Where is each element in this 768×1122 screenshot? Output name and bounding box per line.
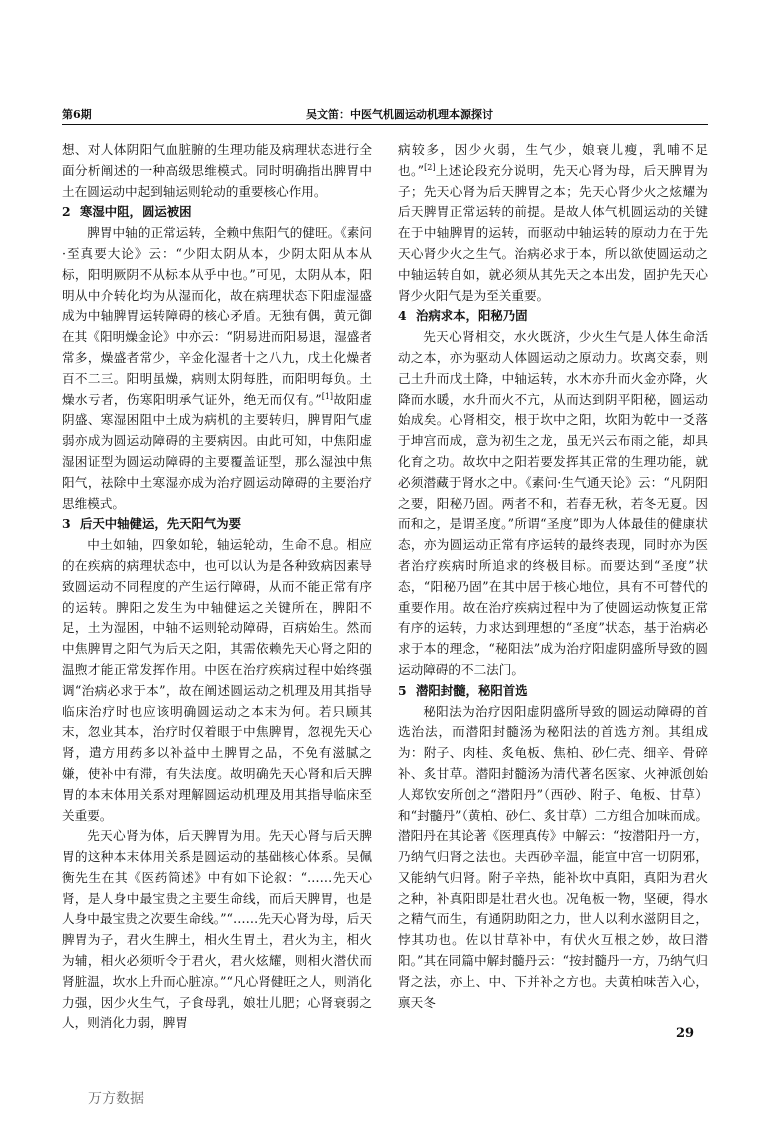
section-title: 后天中轴健运，先天阳气为要 <box>80 516 242 532</box>
section-number: 4 <box>398 308 407 324</box>
section-number: 2 <box>62 204 71 220</box>
section-heading <box>62 514 372 535</box>
left-column <box>62 140 372 1031</box>
header-rule <box>62 124 708 125</box>
body-paragraph: 先天心肾相交，水火既济，少火生气是人体生命活动之本，亦为驱动人体圆运动之原动力。坎离交泰，则己土升而戊土降，中轴运转，水木亦升而火金亦降，火降而水暖，水升而火不亢，从而达到阴平阳秘，圆运动始成矣。心肾相交，根于坎中之阳，坎阳为乾中一爻落于坤宫而成，意为初生之龙，虽无兴云布雨之能，却具化育之功。故坎中之阳若要发挥其正常的生理功能，就必须潜藏于肾水之中。《素问·生气通天论》云：“凡阴阳之要，阳秘乃固。两者不和，若春无秋，若冬无夏。因而和之，是谓圣度。”所谓“圣度”即为人体最佳的健康状态，亦为圆运动正常有序运转的最终表现，同时亦为医者治疗疾病时所追求的终极目标。而要达到“圣度”状态，“阳秘乃固”在其中居于核心地位，具有不可替代的重要作用。故在治疗疾病过程中为了使圆运动恢复正常有序的运转，力求达到理想的“圣度”状态，基于治病必求于本的理念，“秘阳法”成为治疗阳虚阴盛所导致的圆运动障碍的不二法门。 <box>398 329 708 677</box>
section-heading <box>398 306 708 327</box>
citation-marker: [1] <box>321 391 334 401</box>
body-paragraph: 脾胃中轴的正常运转，全赖中焦阳气的健旺。《素问·至真要大论》云：“少阳太阴从本，少阴太阳从本从标，阳明厥阴不从标本从乎中也。”可见，太阴从本，阳明从中介转化均为从湿而化，故在病理状态下阳虚湿盛成为中轴脾胃运转障碍的核心矛盾。无独有偶，黄元御在其《阳明燥金论》中亦云：“阴易进而阳易退，湿盛者常多，燥盛者常少，辛金化湿者十之八九，戊土化燥者百不二三。阳明虽燥，病则太阴每胜，而阳明每负。土燥水亏者，伤寒阳明承气证外，绝无而仅有。”[1]故阳虚阴盛、寒湿困阻中土成为病机的主要转归，脾胃阳气虚弱亦成为圆运动障碍的主要病因。由此可知，中焦阳虚湿困证型为圆运动障碍的主要覆盖证型，那么湿浊中焦阳气，祛除中土寒湿亦成为治疗圆运动障碍的主要治疗思维模式。 <box>62 225 372 511</box>
body-paragraph: 想、对人体阴阳气血脏腑的生理功能及病理状态进行全面分析阐述的一种高级思维模式。同时明确指出脾胃中土在圆运动中起到轴运则轮动的重要核心作用。 <box>62 142 372 199</box>
body-paragraph: 病较多，因少火弱，生气少，娘衰儿瘦，乳哺不足也。”[2]上述论段充分说明，先天心肾为母，后天脾胃为子；先天心肾为后天脾胃之本；先天心肾少火之炫耀为后天脾胃正常运转的前提。是故人体气机圆运动的关键在于中轴脾胃的运转，而驱动中轴运转的原动力在于先天心肾少火之生气。治病必求于本，所以欲使圆运动之中轴运转自如，就必须从其先天之本出发，固护先天心肾少火阳气是为至关重要。 <box>398 142 709 303</box>
section-title: 潜阳封髓，秘阳首选 <box>416 682 528 698</box>
running-header <box>62 104 708 122</box>
issue-number: 第6期 <box>62 108 92 121</box>
running-title: 吴文笛：中医气机圆运动机理本源探讨 <box>306 108 493 121</box>
page-number: 29 <box>676 1026 695 1041</box>
section-heading <box>398 681 708 702</box>
section-title: 治病求本，阳秘乃固 <box>416 308 528 324</box>
right-column <box>398 140 708 1022</box>
section-title: 寒湿中阻，圆运被困 <box>80 204 192 220</box>
section-heading <box>62 202 372 223</box>
section-number: 3 <box>62 516 71 532</box>
citation-marker: [2] <box>424 162 436 172</box>
wanfang-watermark: 万方数据 <box>88 1091 144 1107</box>
section-number: 5 <box>398 682 407 698</box>
body-paragraph: 先天心肾为体，后天脾胃为用。先天心肾与后天脾胃的这种本末体用关系是圆运动的基础核心体系。吴佩衡先生在其《医药简述》中有如下论叙：“……先天心肾，是人身中最宝贵之主要生命线，而后天脾胃，也是人身中最宝贵之次要生命线。”“……先天心肾为母，后天脾胃为子，君火生脾土，相火生胃土，君火为主，相火为辅，相火必须听令于君火，君火炫耀，则相火潜伏而肾脏温，坎水上升而心脏凉。”“凡心肾健旺之人，则消化力强，因少火生气，子食母乳，娘壮儿肥；心肾衰弱之人，则消化力弱，脾胃 <box>62 828 372 1031</box>
body-paragraph: 秘阳法为治疗因阳虚阴盛所导致的圆运动障碍的首选治法，而潜阳封髓汤为秘阳法的首选方剂。其组成为：附子、肉桂、炙龟板、焦柏、砂仁壳、细辛、骨碎补、炙甘草。潜阳封髓汤为清代著名医家、火神派创始人郑钦安所创之“潜阳丹”（西砂、附子、龟板、甘草）和“封髓丹”（黄柏、砂仁、炙甘草）二方组合加味而成。潜阳丹在其论著《医理真传》中解云：“按潜阳丹一方，乃纳气归肾之法也。夫西砂辛温，能宣中宫一切阴邪，又能纳气归肾。附子辛热，能补坎中真阳，真阳为君火之种，补真阳即是壮君火也。况龟板一物，坚硬，得水之精气而生，有通阴助阳之力，世人以利水滋阴目之，悖其功也。佐以甘草补中，有伏火互根之妙，故曰潜阳。”其在同篇中解封髓丹云：“按封髓丹一方，乃纳气归肾之法，亦上、中、下并补之方也。夫黄柏味苦入心，禀天冬 <box>398 703 708 1010</box>
body-paragraph: 中土如轴，四象如轮，轴运轮动，生命不息。相应的在疾病的病理状态中，也可以认为是各种致病因素导致圆运动不同程度的产生运行障碍，从而不能正常有序的运转。脾阳之发生为中轴健运之关键所在，脾阳不足，土为湿困，中轴不运则轮动障碍，百病始生。然而中焦脾胃之阳气为后天之阳，其需依赖先天心肾之阳的温煦才能正常发挥作用。中医在治疗疾病过程中始终强调“治病必求于本”，故在阐述圆运动之机理及用其指导临床治疗时也应该明确圆运动之本末为何。若只顾其末，忽业其本，治疗时仅着眼于中焦脾胃，忽视先天心肾，遣方用药多以补益中土脾胃之品，不免有滋腻之嫌，使补中有滞，有失法度。故明确先天心肾和后天脾胃的本末体用关系对理解圆运动机理及用其指导临床至关重要。 <box>62 537 372 823</box>
